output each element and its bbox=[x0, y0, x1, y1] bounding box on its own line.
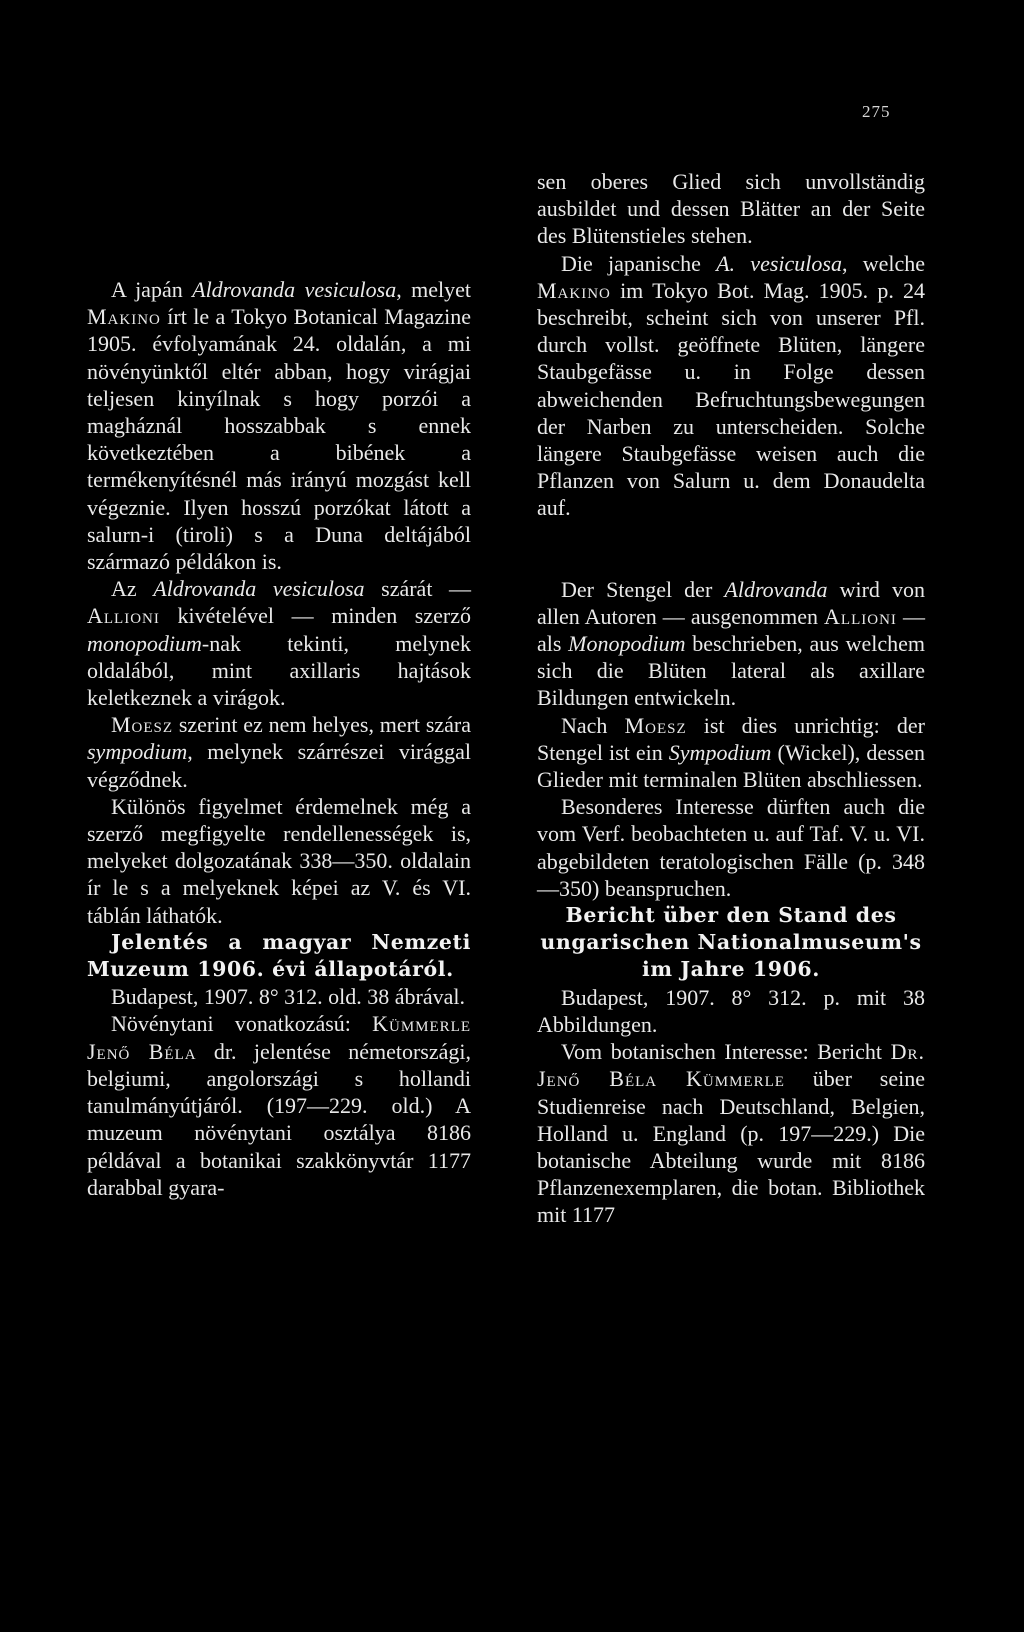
left-paragraph-stem: Az Aldrovanda vesiculosa szárát — Allioni kivételével — minden szerző monopodium-nak tekinti, melynek oldalából, mint axillaris hajtások keletkeznek a virágok. bbox=[87, 576, 472, 711]
left-paragraph-japanese-aldrovanda: A japán Aldrovanda vesiculosa, melyet Makino írt le a Tokyo Botanical Magazine 1905. évfolyamának 24. oldalán, a mi növényünktől eltér abban, hogy virágjai teljesen kinyílnak s hogy porzói a magháznál hosszabbak s ennek következtében a bibének a termékenyítésnél más irányú mozgást kell végeznie. Ilyen hosszú porzókat látott a salurn-i (tiroli) s a Duna deltájából származó példákon is. bbox=[87, 277, 471, 575]
page-number: 275 bbox=[862, 102, 891, 121]
right-paragraph-botanical: Vom botanischen Interesse: Bericht Dr. Jenő Béla Kümmerle über seine Studienreise nach Deutschland, Belgien, Holland u. England (p. 197—229.) Die botanische Abteilung wurde mit 8186 Pflanzenexemplaren, die botan. Bibliothek mit 1177 bbox=[537, 1039, 925, 1228]
right-paragraph-publication: Budapest, 1907. 8° 312. p. mit 38 Abbildungen. bbox=[537, 984, 925, 1037]
left-paragraph-publication: Budapest, 1907. 8° 312. old. 38 ábrával. bbox=[111, 984, 466, 1010]
right-paragraph-japanese-aldrovanda: Die japanische A. vesiculosa, welche Makino im Tokyo Bot. Mag. 1905. p. 24 beschreibt, scheint sich von unserer Pfl. durch vollst. geöffnete Blüten, längere Staubgefässe u. in Folge dessen abweichenden Befruchtungsbewegungen der Narben zu unterscheiden. Solche längere Staubgefässe weisen auch die Pflanzen von Salurn u. dem Donaudelta auf. bbox=[537, 250, 925, 521]
left-paragraph-botanical: Növénytani vonatkozású: Kümmerle Jenő Béla dr. jelentése németországi, belgiumi, angolországi s hollandi tanulmányútjáról. (197—229. old.) A muzeum növénytani osztálya 8186 példával a botanikai szakkönyvtár 1177 darabbal gyara- bbox=[87, 1011, 471, 1200]
right-paragraph-abnormalities: Besonderes Interesse dürften auch die vom Verf. beobachteten u. auf Taf. V. u. VI. abgebildeten teratologischen Fälle (p. 348—350) beanspruchen. bbox=[537, 794, 925, 901]
left-heading-report: Jelentés a magyar Nemzeti Muzeum 1906. évi állapotáról. bbox=[87, 929, 471, 982]
right-paragraph-stem: Der Stengel der Aldrovanda wird von allen Autoren — ausgenommen Allioni — als Monopodium beschrieben, aus welchem sich die Blüten lateral als axillare Bildungen entwickeln. bbox=[537, 576, 926, 711]
right-heading-report: Bericht über den Stand des ungarischen Nationalmuseum's im Jahre 1906. bbox=[540, 903, 922, 982]
right-paragraph-continuation: sen oberes Glied sich unvollständig ausbildet und dessen Blätter an der Seite des Blütenstieles stehen. bbox=[537, 169, 925, 249]
right-paragraph-moesz: Nach Moesz ist dies unrichtig: der Stengel ist ein Sympodium (Wickel), dessen Glieder mit terminalen Blüten abschliessen. bbox=[537, 712, 926, 793]
left-paragraph-abnormalities: Különös figyelmet érdemelnek még a szerző megfigyelte rendellenességek is, melyeket dolgozatának 338—350. oldalain ír le s a melyeknek képei az V. és VI. táblán láthatók. bbox=[87, 793, 471, 928]
left-column bbox=[87, 168, 471, 1201]
left-paragraph-moesz: Moesz szerint ez nem helyes, mert szára sympodium, melynek szárrészei virággal végződnek. bbox=[87, 712, 471, 792]
right-column bbox=[537, 168, 925, 1229]
